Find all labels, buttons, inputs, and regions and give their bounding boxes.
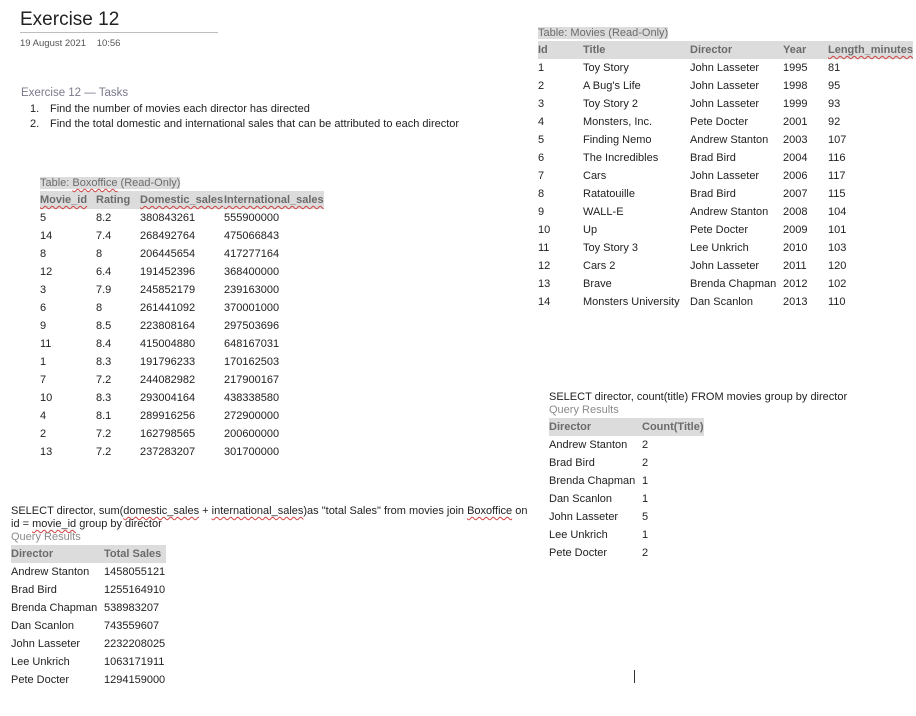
table-cell: Cars [583,170,607,182]
table-cell: Dan Scanlon [690,296,753,308]
count-query-results-label: Query Results [549,404,619,416]
table-row [11,563,166,581]
table-row [40,263,324,281]
table-cell: 555900000 [224,212,280,224]
table-row [11,581,166,599]
table-cell: Pete Docter [11,674,70,686]
table-cell: 293004164 [140,392,196,404]
caption-prefix: Table: [40,177,73,189]
count-results-table [549,418,704,562]
table-cell: 239163000 [224,284,280,296]
table-cell: Dan Scanlon [549,493,612,505]
table-cell: 200600000 [224,428,280,440]
table-row [549,472,704,490]
task-item [30,102,459,117]
page-title: Exercise 12 [20,9,120,30]
table-cell: 2004 [783,152,808,164]
table-row [40,245,324,263]
table-cell: John Lasseter [11,638,81,650]
table-cell: 7 [538,170,545,182]
boxoffice-caption [40,177,324,189]
table-cell: 8 [96,302,103,314]
title-underline [20,32,218,33]
table-row [40,425,324,443]
sales-query-sql: SELECT director, sum(domestic_sales + international_sales)as "total Sales" from movies join Boxoffice on id = movie_id group by director [11,505,528,530]
table-row [549,454,704,472]
table-cell: 116 [828,152,846,164]
table-cell: 2007 [783,188,808,200]
table-row [538,59,913,77]
table-cell: 417277164 [224,248,280,260]
sales-query-results-label: Query Results [11,531,81,543]
table-row [538,131,913,149]
task-number: 2. [30,118,40,130]
table-cell: 2009 [783,224,808,236]
table-cell: 93 [828,98,841,110]
table-cell: Pete Docter [549,547,608,559]
table-cell: 3 [40,284,47,296]
table-cell: 1 [538,62,545,74]
table-cell: John Lasseter [690,80,760,92]
sales-query-block [11,505,527,689]
table-cell: 217900167 [224,374,280,386]
table-cell: 5 [538,134,545,146]
table-cell: 380843261 [140,212,196,224]
table-cell: 1294159000 [104,674,166,686]
table-cell: A Bug's Life [583,80,641,92]
table-cell: Brave [583,278,612,290]
table-cell: 272900000 [224,410,280,422]
table-cell: 1 [642,475,649,487]
table-cell: 7 [40,374,47,386]
table-header-row [549,418,704,436]
table-row [40,281,324,299]
table-cell: 475066843 [224,230,280,242]
table-cell: 244082982 [140,374,196,386]
table-cell: 2011 [783,260,807,272]
page-dateline [20,38,120,49]
table-row [40,389,324,407]
table-row [549,526,704,544]
table-cell: 6.4 [96,266,112,278]
table-cell: 743559607 [104,620,160,632]
table-cell: 223808164 [140,320,196,332]
table-cell: 8.2 [96,212,112,224]
table-cell: 6 [538,152,545,164]
table-row [11,671,166,689]
table-cell: 104 [828,206,847,218]
table-cell: 14 [40,230,53,242]
table-cell: 8.4 [96,338,112,350]
table-cell: 1 [642,493,649,505]
table-row [538,257,913,275]
table-row [538,293,913,311]
table-cell: 2012 [783,278,808,290]
task-text: Find the total domestic and international sales that can be attributed to each director [50,118,460,130]
page-date: 19 August 2021 [20,38,87,49]
table-cell: 245852179 [140,284,196,296]
table-row [40,299,324,317]
table-cell: 1458055121 [104,566,166,578]
table-row [40,209,324,227]
table-cell: 268492764 [140,230,196,242]
table-cell: 110 [828,296,846,308]
table-cell: Lee Unkrich [690,242,749,254]
table-cell: 162798565 [140,428,196,440]
table-cell: 4 [40,410,47,422]
table-cell: 2 [40,428,47,440]
table-cell: Andrew Stanton [11,566,90,578]
table-cell: 438338580 [224,392,280,404]
table-cell: 297503696 [224,320,280,332]
table-cell: 8 [96,248,103,260]
table-cell: John Lasseter [549,511,619,523]
table-cell: 1998 [783,80,808,92]
table-cell: 95 [828,80,841,92]
table-row [40,371,324,389]
table-cell: 289916256 [140,410,196,422]
table-cell: Lee Unkrich [11,656,70,668]
table-cell: Brad Bird [549,457,595,469]
table-header-row [40,191,324,209]
table-row [538,149,913,167]
table-cell: 368400000 [224,266,280,278]
caption-text: Table: Movies (Read-Only) [538,27,669,39]
table-cell: 10 [40,392,53,404]
table-cell: Brad Bird [690,188,736,200]
table-cell: Ratatouille [583,188,635,200]
column-header: Director [549,418,642,436]
table-cell: 2 [642,547,649,559]
table-header-row [538,41,913,59]
column-header: Rating [96,191,140,209]
table-cell: 2 [642,457,649,469]
column-header: Count(Title) [642,418,704,436]
table-cell: Pete Docter [690,224,749,236]
table-cell: 261441092 [140,302,196,314]
column-header: International_sales [224,191,324,209]
table-cell: 8.5 [96,320,112,332]
table-row [40,443,324,461]
table-cell: 1255164910 [104,584,166,596]
table-cell: Cars 2 [583,260,616,272]
table-cell: 6 [40,302,47,314]
table-cell: 1 [40,356,47,368]
column-header: Domestic_sales [140,191,224,209]
table-cell: 7.2 [96,446,112,458]
table-cell: 11 [538,242,550,254]
movies-table-block [538,27,913,311]
table-cell: 103 [828,242,847,254]
table-cell: 2 [538,80,545,92]
table-row [40,353,324,371]
table-cell: 117 [828,170,846,182]
table-cell: Monsters, Inc. [583,116,653,128]
table-cell: WALL-E [583,206,624,218]
table-cell: 14 [538,296,551,308]
table-row [549,544,704,562]
table-row [538,203,913,221]
table-cell: 8.3 [96,356,112,368]
table-cell: Toy Story 2 [583,98,639,110]
boxoffice-table [40,191,324,461]
table-cell: 2001 [783,116,808,128]
page-time: 10:56 [96,38,121,49]
column-header: Title [583,41,690,59]
table-cell: Toy Story 3 [583,242,639,254]
tasks-list [30,102,459,132]
table-cell: Lee Unkrich [549,529,608,541]
table-cell: 8.1 [96,410,112,422]
table-cell: 9 [538,206,545,218]
table-cell: 11 [40,338,52,350]
table-cell: 2013 [783,296,808,308]
table-cell: 12 [40,266,53,278]
table-cell: Brad Bird [690,152,736,164]
task-number: 1. [30,103,40,115]
table-cell: Andrew Stanton [690,134,769,146]
table-row [40,407,324,425]
table-cell: 10 [538,224,551,236]
caption-suffix: (Read-Only) [117,177,181,189]
table-cell: 8 [40,248,47,260]
count-query-sql: SELECT director, count(title) FROM movies group by director [549,391,848,403]
table-row [40,317,324,335]
table-row [538,221,913,239]
table-cell: 301700000 [224,446,280,458]
table-cell: 206445654 [140,248,196,260]
table-cell: 8.3 [96,392,112,404]
column-header: Director [11,545,104,563]
table-cell: John Lasseter [690,62,760,74]
task-item [30,117,459,132]
sales-results-table [11,545,166,689]
table-cell: Dan Scanlon [11,620,74,632]
table-row [549,490,704,508]
table-cell: 2008 [783,206,808,218]
table-cell: 4 [538,116,545,128]
movies-caption [538,27,913,39]
boxoffice-table-block [40,177,324,461]
table-cell: 13 [538,278,551,290]
table-cell: 2232208025 [104,638,166,650]
table-cell: 7.9 [96,284,112,296]
table-cell: Toy Story [583,62,629,74]
table-cell: 120 [828,260,847,272]
table-cell: 8 [538,188,545,200]
table-header-row [11,545,166,563]
table-cell: 101 [828,224,847,236]
table-cell: 1999 [783,98,808,110]
table-cell: 7.2 [96,428,112,440]
table-cell: Brenda Chapman [690,278,777,290]
table-cell: 7.4 [96,230,112,242]
table-cell: 9 [40,320,47,332]
table-cell: Pete Docter [690,116,749,128]
table-cell: 1995 [783,62,808,74]
table-cell: Andrew Stanton [690,206,769,218]
table-row [538,275,913,293]
table-cell: Finding Nemo [583,134,652,146]
table-row [11,599,166,617]
task-text: Find the number of movies each director has directed [50,103,310,115]
tasks-heading: Exercise 12 — Tasks [21,87,129,99]
table-row [11,653,166,671]
column-header: Movie_id [40,191,96,209]
text-cursor [634,670,635,683]
table-cell: Brenda Chapman [549,475,636,487]
table-cell: 13 [40,446,53,458]
table-row [538,185,913,203]
table-cell: Brad Bird [11,584,57,596]
table-row [11,617,166,635]
movies-table [538,41,913,311]
column-header: Id [538,41,583,59]
table-row [538,167,913,185]
table-row [538,77,913,95]
table-cell: 415004880 [140,338,196,350]
table-cell: 237283207 [140,446,196,458]
table-cell: 2003 [783,134,808,146]
table-cell: 191452396 [140,266,196,278]
table-cell: 7.2 [96,374,112,386]
count-query-block [549,391,847,562]
table-cell: 2 [642,439,649,451]
column-header: Director [690,41,783,59]
table-cell: 370001000 [224,302,280,314]
table-cell: 170162503 [224,356,280,368]
table-cell: 1 [642,529,649,541]
table-row [40,335,324,353]
table-cell: John Lasseter [690,170,760,182]
table-cell: The Incredibles [583,152,659,164]
table-cell: John Lasseter [690,98,760,110]
table-row [538,95,913,113]
table-cell: 102 [828,278,847,290]
table-cell: 12 [538,260,551,272]
table-cell: 191796233 [140,356,196,368]
table-cell: 107 [828,134,847,146]
table-cell: 648167031 [224,338,280,350]
column-header: Year [783,41,828,59]
table-cell: Monsters University [583,296,680,308]
table-cell: Up [583,224,598,236]
table-cell: Brenda Chapman [11,602,98,614]
table-cell: 81 [828,62,841,74]
table-row [549,508,704,526]
table-row [538,239,913,257]
table-row [40,227,324,245]
table-cell: 538983207 [104,602,160,614]
column-header: Length_minutes [828,41,913,59]
table-row [549,436,704,454]
column-header: Total Sales [104,545,166,563]
table-cell: John Lasseter [690,260,760,272]
caption-name: Boxoffice [72,177,118,189]
table-cell: Andrew Stanton [549,439,628,451]
table-cell: 1063171911 [104,656,165,668]
caption-bg [40,177,180,189]
table-cell: 3 [538,98,545,110]
table-cell: 2010 [783,242,808,254]
table-cell: 115 [828,188,846,200]
table-cell: 2006 [783,170,808,182]
table-cell: 5 [642,511,649,523]
table-row [538,113,913,131]
table-cell: 5 [40,212,47,224]
table-cell: 92 [828,116,841,128]
table-row [11,635,166,653]
